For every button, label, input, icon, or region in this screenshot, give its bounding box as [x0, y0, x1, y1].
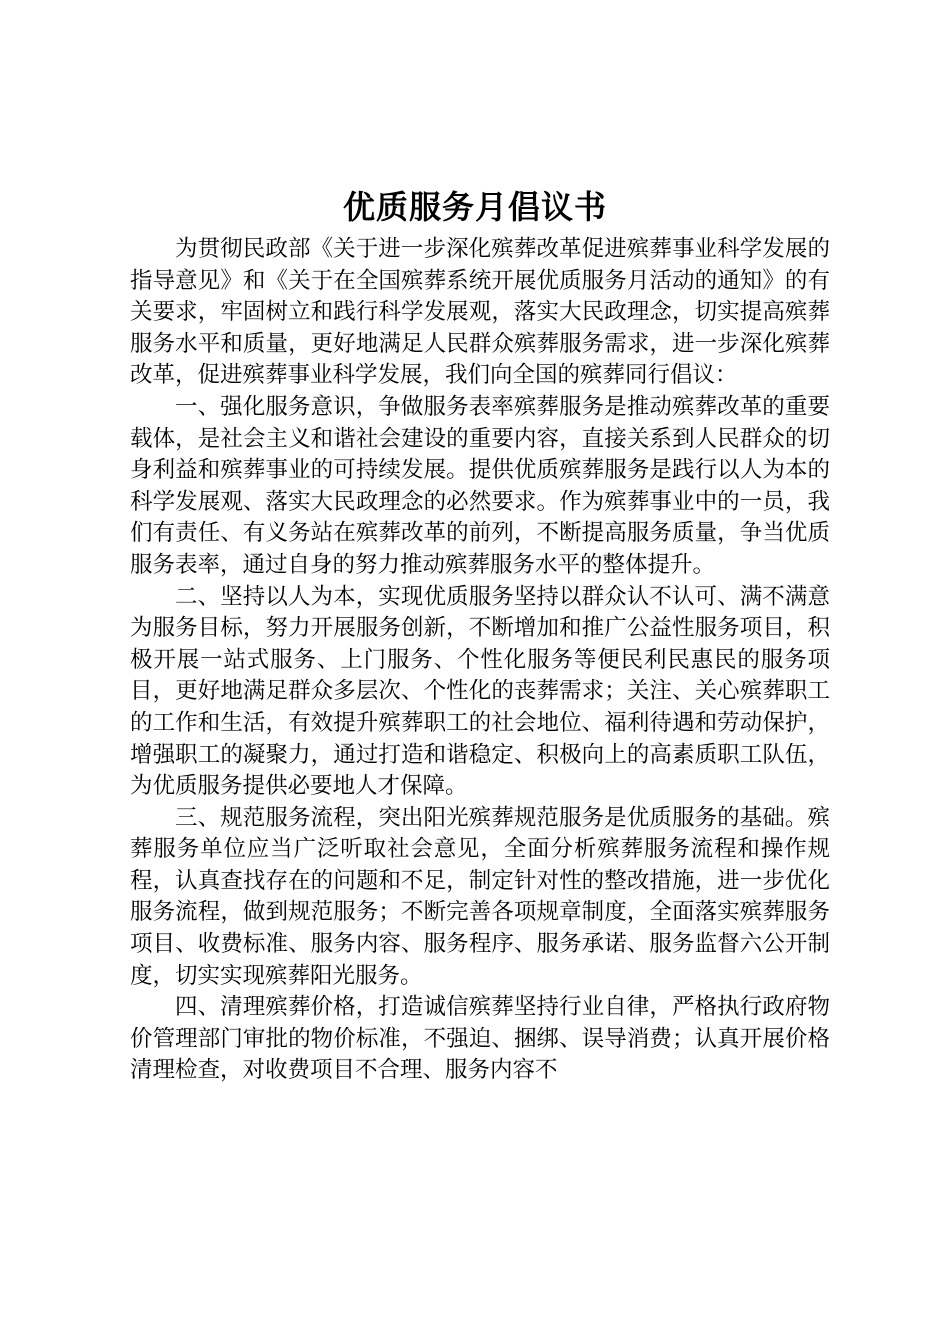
section-1-paragraph: 一、强化服务意识，争做服务表率殡葬服务是推动殡葬改革的重要载体，是社会主义和谐社会建设的重要内容，直接关系到人民群众的切身利益和殡葬事业的可持续发展。提供优质殡葬服务是践行以人为本的科学发展观、落实大民政理念的必然要求。作为殡葬事业中的一员，我们有责任、有义务站在殡葬改革的前列，不断提高服务质量，争当优质服务表率，通过自身的努力推动殡葬服务水平的整体提升。 — [130, 393, 830, 578]
document-title: 优质服务月倡议书 — [342, 188, 607, 226]
document-body — [130, 234, 830, 1087]
section-2-paragraph: 二、坚持以人为本，实现优质服务坚持以群众认不认可、满不满意为服务目标，努力开展服务创新，不断增加和推广公益性服务项目，积极开展一站式服务、上门服务、个性化服务等便民利民惠民的服务项目，更好地满足群众多层次、个性化的丧葬需求；关注、关心殡葬职工的工作和生活，有效提升殡葬职工的社会地位、福利待遇和劳动保护，增强职工的凝聚力，通过打造和谐稳定、积极向上的高素质职工队伍，为优质服务提供必要地人才保障。 — [130, 583, 830, 800]
section-3-paragraph: 三、规范服务流程，突出阳光殡葬规范服务是优质服务的基础。殡葬服务单位应当广泛听取社会意见，全面分析殡葬服务流程和操作规程，认真查找存在的问题和不足，制定针对性的整改措施，进一步优化服务流程，做到规范服务；不断完善各项规章制度，全面落实殡葬服务项目、收费标准、服务内容、服务程序、服务承诺、服务监督六公开制度，切实实现殡葬阳光服务。 — [130, 804, 830, 989]
section-4-paragraph: 四、清理殡葬价格，打造诚信殡葬坚持行业自律，严格执行政府物价管理部门审批的物价标准，不强迫、捆绑、误导消费；认真开展价格清理检查，对收费项目不合理、服务内容不 — [130, 994, 830, 1084]
intro-paragraph: 为贯彻民政部《关于进一步深化殡葬改革促进殡葬事业科学发展的指导意见》和《关于在全国殡葬系统开展优质服务月活动的通知》的有关要求，牢固树立和践行科学发展观，落实大民政理念，切实提高殡葬服务水平和质量，更好地满足人民群众殡葬服务需求，进一步深化殡葬改革，促进殡葬事业科学发展，我们向全国的殡葬同行倡议： — [130, 236, 830, 389]
